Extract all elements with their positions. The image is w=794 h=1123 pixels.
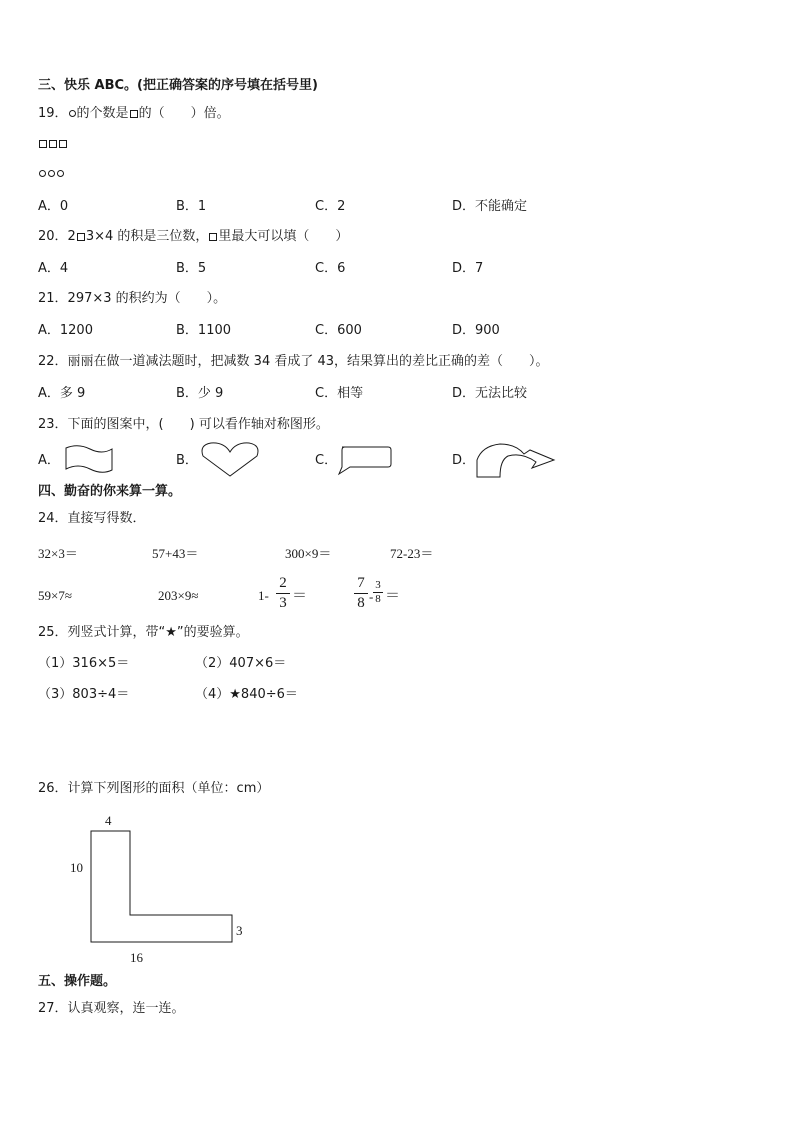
- l-shape-outline: [91, 831, 232, 942]
- q23-option-a[interactable]: A．: [38, 453, 60, 468]
- q24-fraction-2-3: [276, 576, 290, 611]
- q19-box-row: [38, 135, 68, 153]
- q27-stem: 27．认真观察，连一连。: [38, 1001, 185, 1016]
- q23-option-b[interactable]: B．: [176, 453, 198, 468]
- q24-expr-5: 59×7≈: [38, 588, 72, 603]
- square-icon: [130, 110, 138, 118]
- q21-option-c[interactable]: C．600: [315, 323, 362, 338]
- q22-option-a[interactable]: A．多 9: [38, 386, 86, 401]
- q20-stem-part-c: 里最大可以填（ ）: [218, 229, 349, 244]
- q24-frac1-lead: 1-: [258, 588, 269, 603]
- section-5-title: 五、操作题。: [38, 974, 117, 989]
- fraction-denominator: 8: [357, 595, 365, 611]
- q24-fraction-7-8: [354, 576, 368, 611]
- q24-frac1-equals: ＝: [292, 588, 308, 604]
- q21-stem: 21．297×3 的积约为（ ）。: [38, 291, 227, 306]
- square-icon: [49, 140, 57, 148]
- fraction-bar: [276, 593, 290, 594]
- q24-expr-3: 300×9＝: [285, 546, 332, 561]
- label-left: 10: [70, 860, 83, 875]
- square-icon: [59, 140, 67, 148]
- q19-stem-part-a: 的个数是: [76, 106, 129, 121]
- section-3-title: 三、快乐 ABC。(把正确答案的序号填在括号里): [38, 78, 318, 93]
- fraction-denominator: 8: [375, 593, 381, 605]
- q21-option-a[interactable]: A．1200: [38, 323, 93, 338]
- q23-stem: 23．下面的图案中，( ) 可以看作轴对称图形。: [38, 417, 329, 432]
- q21-option-d[interactable]: D．900: [452, 323, 500, 338]
- q20-option-b[interactable]: B．5: [176, 261, 207, 276]
- q24-frac2-equals: ＝: [385, 588, 401, 604]
- q24-expr-2: 57+43＝: [152, 546, 199, 561]
- curved-arrow-icon: [472, 440, 562, 480]
- speech-bubble-icon: [336, 444, 394, 476]
- square-icon: [77, 233, 85, 241]
- q22-stem: 22．丽丽在做一道减法题时，把减数 34 看成了 43，结果算出的差比正确的差（ ）。: [38, 354, 549, 369]
- q20-option-d[interactable]: D．7: [452, 261, 484, 276]
- q19-stem-part-b: 的（ ）倍。: [138, 106, 230, 121]
- q25-item-4: （4）★840÷6＝: [195, 687, 298, 702]
- circle-icon: [39, 170, 46, 177]
- q20-stem-part-b: 3×4 的积是三位数，: [85, 229, 209, 244]
- q22-option-b[interactable]: B．少 9: [176, 386, 224, 401]
- q19-option-c[interactable]: C．2: [315, 199, 346, 214]
- q25-stem: 25．列竖式计算，带“★”的要验算。: [38, 625, 249, 640]
- q20-option-c[interactable]: C．6: [315, 261, 346, 276]
- square-icon: [39, 140, 47, 148]
- q19-option-a[interactable]: A．0: [38, 199, 69, 214]
- section-4-title: 四、勤奋的你来算一算。: [38, 484, 182, 499]
- q24-stem: 24．直接写得数．: [38, 511, 146, 526]
- q19-option-d[interactable]: D．不能确定: [452, 199, 528, 214]
- q24-expr-1: 32×3＝: [38, 546, 78, 561]
- q23-option-d[interactable]: D．: [452, 453, 476, 468]
- fraction-numerator: 2: [279, 575, 287, 591]
- flag-icon: [62, 444, 116, 476]
- circle-icon: [69, 110, 76, 117]
- square-icon: [209, 233, 217, 241]
- q22-option-d[interactable]: D．无法比较: [452, 386, 528, 401]
- q20-stem-part-a: 2: [67, 229, 76, 244]
- q23-option-c[interactable]: C．: [315, 453, 338, 468]
- q20-option-a[interactable]: A．4: [38, 261, 69, 276]
- q24-expr-6: 203×9≈: [158, 588, 199, 603]
- heart-icon: [198, 440, 262, 478]
- q20-stem: [38, 228, 348, 246]
- q21-option-b[interactable]: B．1100: [176, 323, 232, 338]
- q25-item-3: （3）803÷4＝: [38, 687, 130, 702]
- l-shape-figure: [60, 812, 260, 967]
- q20-number: 20．: [38, 229, 68, 244]
- q19-circle-row: [38, 165, 65, 183]
- fraction-numerator: 3: [375, 579, 381, 591]
- q24-fraction-3-8: [373, 580, 383, 605]
- q19-option-b[interactable]: B．1: [176, 199, 207, 214]
- q24-expr-4: 72-23＝: [390, 546, 434, 561]
- fraction-bar: [354, 593, 368, 594]
- q26-stem: 26．计算下列图形的面积（单位：cm）: [38, 781, 270, 796]
- q24-frac2-minus: -: [369, 589, 374, 604]
- circle-icon: [48, 170, 55, 177]
- q19-number: 19．: [38, 106, 68, 121]
- label-bottom: 16: [130, 950, 143, 965]
- circle-icon: [57, 170, 64, 177]
- q22-option-c[interactable]: C．相等: [315, 386, 364, 401]
- q25-item-2: （2）407×6＝: [195, 656, 287, 671]
- label-top: 4: [105, 813, 112, 828]
- q25-item-1: （1）316×5＝: [38, 656, 130, 671]
- q19-stem: [38, 105, 230, 123]
- label-right: 3: [236, 923, 243, 938]
- fraction-numerator: 7: [357, 575, 365, 591]
- fraction-denominator: 3: [279, 595, 287, 611]
